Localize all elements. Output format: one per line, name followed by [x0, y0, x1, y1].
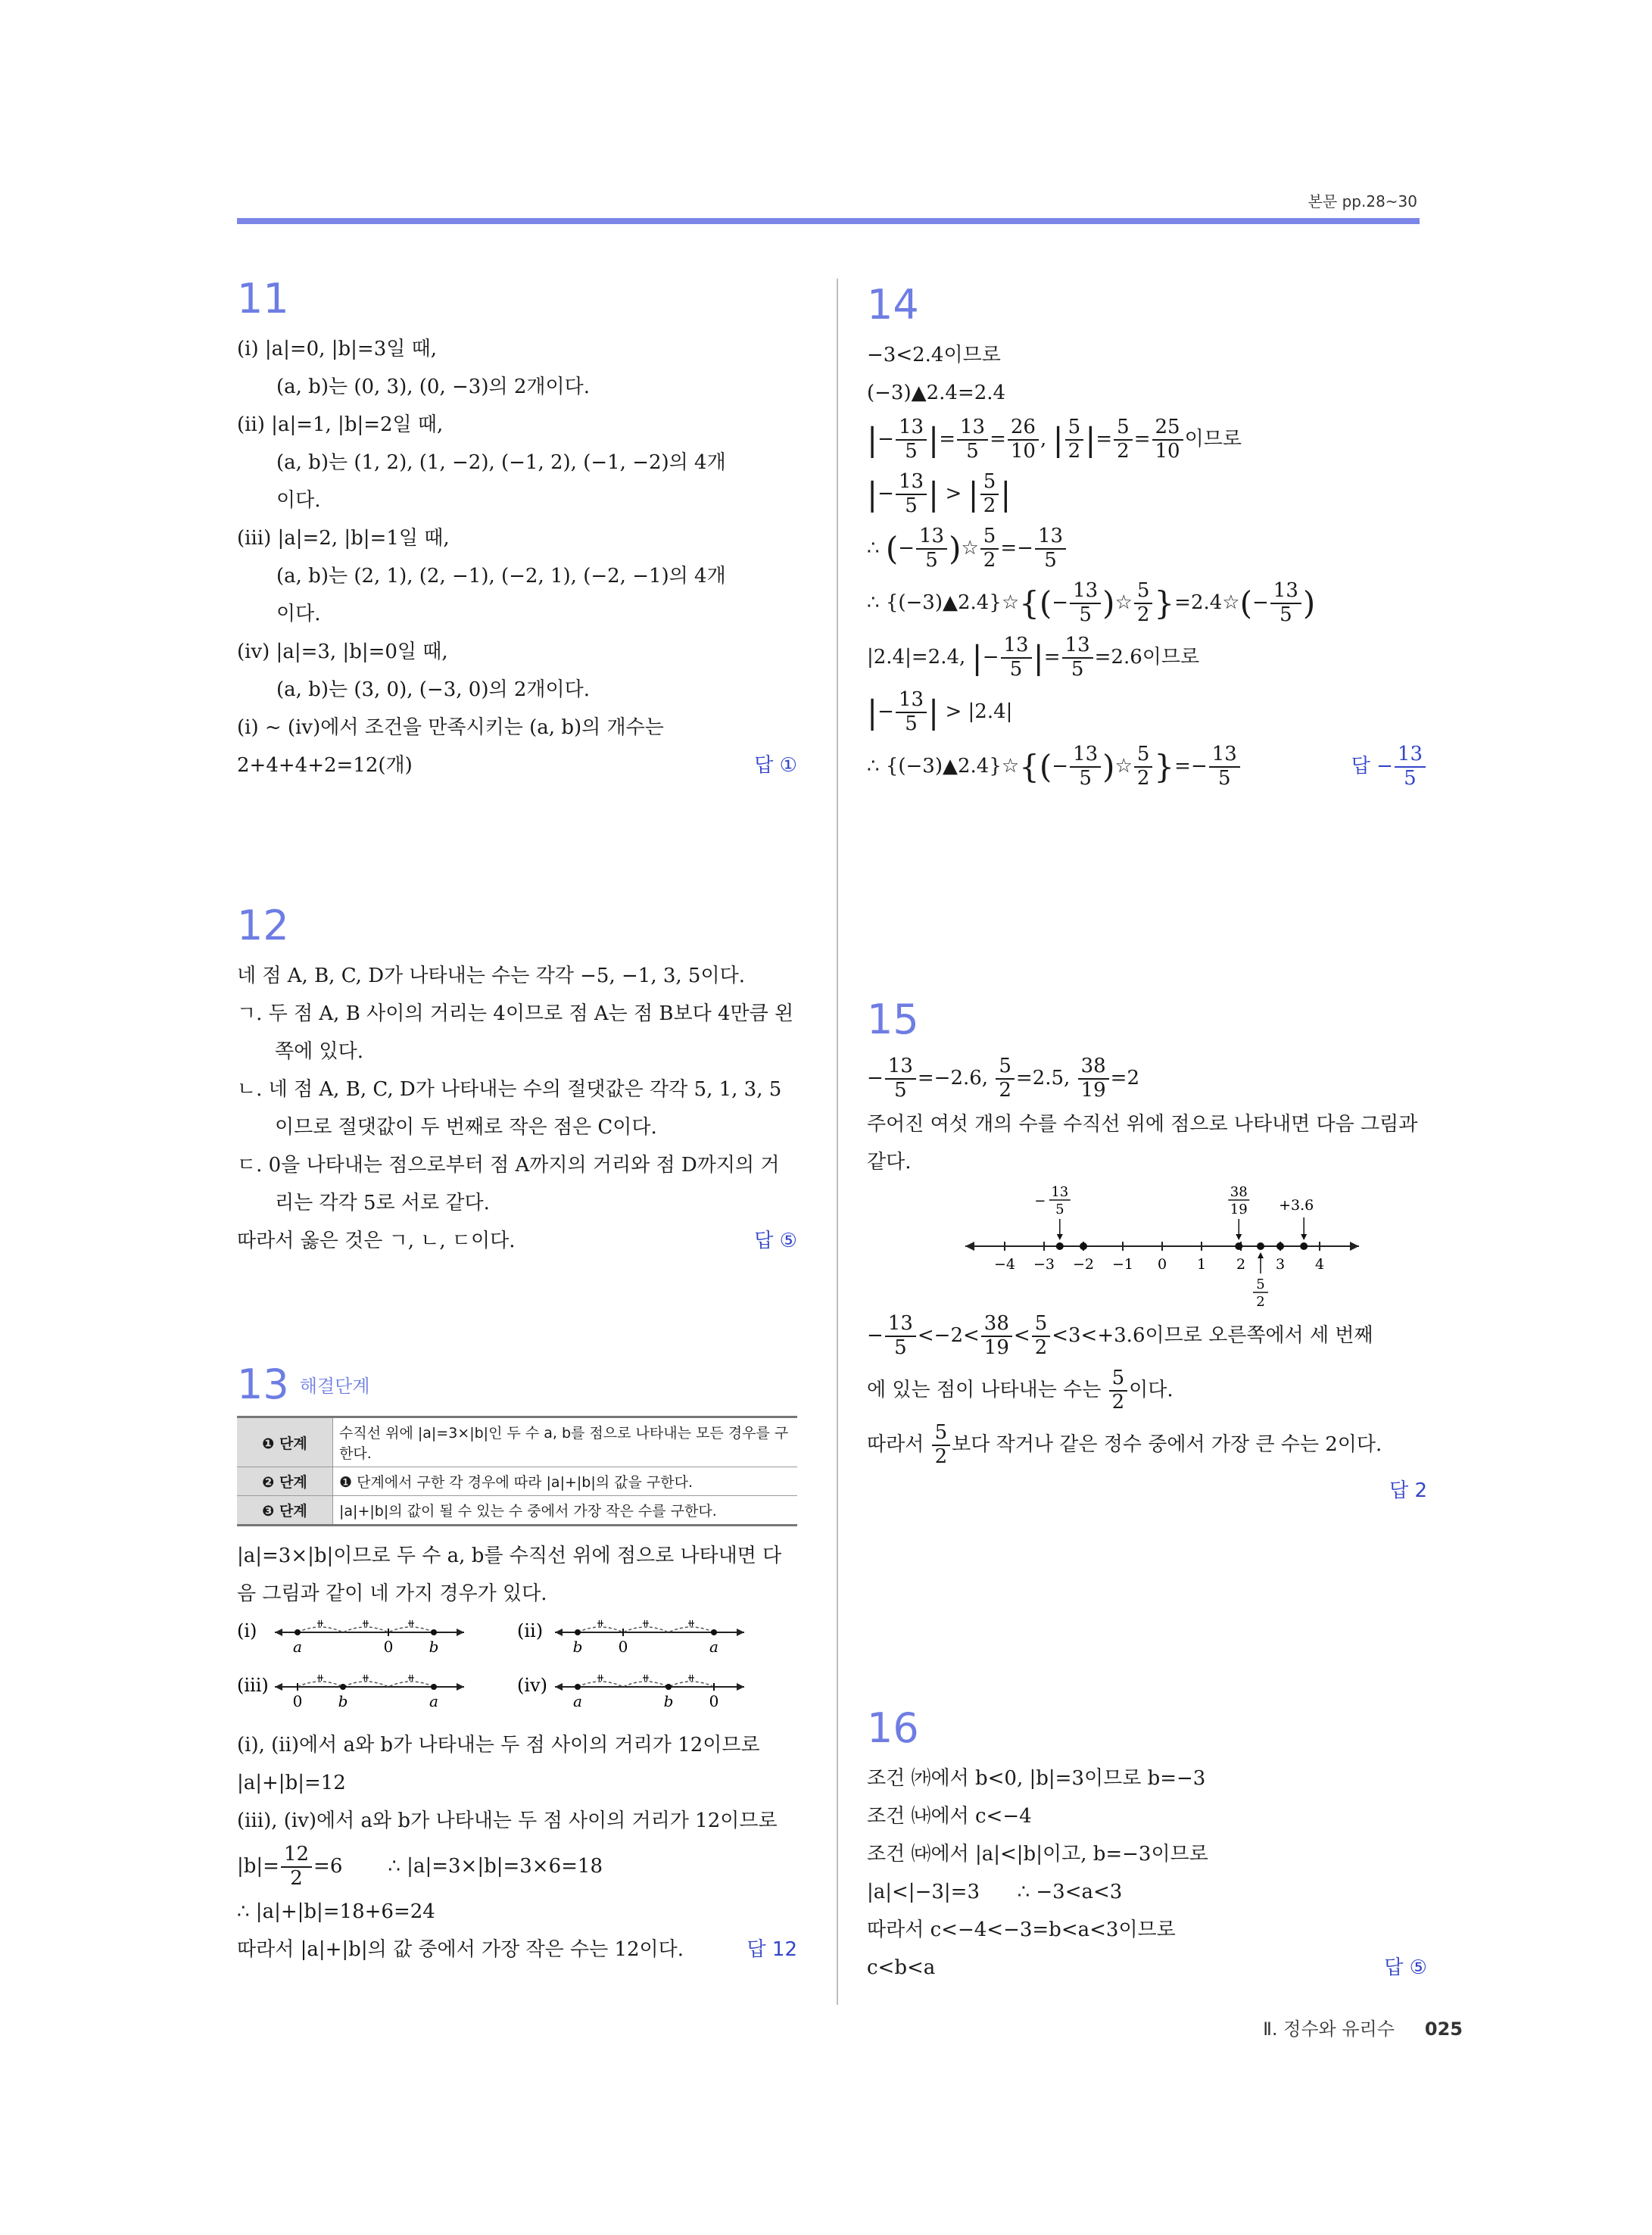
conclusion-text: 따라서 옳은 것은 ㄱ, ㄴ, ㄷ이다.	[237, 1230, 516, 1252]
problem-12	[237, 902, 797, 1260]
page-number: 025	[1424, 2018, 1463, 2040]
data-point	[1300, 1242, 1308, 1250]
fraction-denominator: 5	[1055, 1202, 1064, 1217]
point-label: a	[429, 1692, 438, 1710]
case-line: (a, b)는 (0, 3), (0, −3)의 2개이다.	[276, 376, 590, 398]
data-point	[1056, 1242, 1064, 1250]
case-line: (a, b)는 (2, 1), (2, −1), (−2, 1), (−2, −1)의 4개	[276, 565, 726, 588]
equal-tick: ⧺	[641, 1672, 650, 1684]
text-line: ∴ |a|+|b|=18+6=24	[237, 1900, 435, 1923]
choice-item: ㄷ. 0을 나타내는 점으로부터 점 A까지의 거리와 점 D까지의 거리는 각각 5로 서로 같다.	[237, 1154, 780, 1214]
eq-text: |b|=	[237, 1855, 279, 1878]
step-row	[237, 1496, 797, 1526]
page-footer	[1263, 2014, 1463, 2040]
choice-item: ㄴ. 네 점 A, B, C, D가 나타내는 수의 절댓값은 각각 5, 1, 3, 5이므로 절댓값이 두 번째로 작은 점은 C이다.	[237, 1078, 782, 1139]
choice-item: ㄱ. 두 점 A, B 사이의 거리는 4이므로 점 A는 점 B보다 4만큼 왼쪽에 있다.	[237, 1002, 794, 1063]
step-row	[237, 1417, 797, 1467]
case-line: (ⅳ) |a|=3, |b|=0일 때,	[237, 641, 448, 663]
equation-line: ∴ (− $\frac{13}{5}$ )☆ $\frac{5}{2}$ =− $\frac{13}{5}$	[867, 521, 1427, 575]
problem-number: 11	[237, 275, 289, 323]
case-tag: (ⅰ)	[237, 1620, 257, 1641]
case-line: (ⅰ) |a|=0, |b|=3일 때,	[237, 338, 437, 360]
equal-tick: ⧺	[687, 1618, 696, 1629]
fraction-numerator: 5	[1256, 1276, 1265, 1292]
step-row	[237, 1467, 797, 1496]
equal-tick: ⧺	[361, 1672, 370, 1684]
conclusion-line	[237, 1931, 797, 1968]
summary-line	[237, 747, 797, 784]
number-line-figure	[867, 1184, 1427, 1310]
number-line-cases	[237, 1616, 797, 1722]
equal-tick: ⧺	[361, 1618, 370, 1629]
text-line: 조건 ㈏에서 c<−4	[867, 1805, 1032, 1828]
text-line: |a|<|−3|=3 ∴ −3<a<3	[867, 1881, 1123, 1903]
answer: 답 − $\frac{13}{5}$	[1351, 739, 1427, 793]
case-ii-line	[517, 1618, 744, 1656]
problem-11	[237, 275, 797, 784]
conclusion-text: 따라서 |a|+|b|의 값 중에서 가장 작은 수는 12이다.	[237, 1938, 684, 1961]
pointer-arrowhead	[1301, 1234, 1307, 1240]
conclusion-text: c<b<a	[867, 1956, 936, 1979]
problem-15	[867, 996, 1427, 1510]
problem-13	[237, 1361, 797, 1968]
case-tag: (ⅳ)	[517, 1675, 547, 1696]
text-line: 따라서 c<−4<−3=b<a<3이므로	[867, 1919, 1176, 1941]
text-line: (ⅲ), (ⅳ)에서 a와 b가 나타내는 두 점 사이의 거리가 12이므로	[237, 1810, 778, 1832]
fraction-denominator: 2	[1256, 1294, 1265, 1310]
tick-label: −4	[993, 1256, 1016, 1273]
equation-line: |2.4|=2.4, |− $\frac{13}{5}$ |= $\frac{13}{5}$ =2.6이므로	[867, 634, 1200, 681]
problem-number: 15	[867, 996, 919, 1043]
value-label: +3.6	[1279, 1197, 1314, 1214]
step-text: |a|+|b|의 값이 될 수 있는 수 중에서 가장 작은 수를 구한다.	[333, 1496, 798, 1526]
equation-line: |− $\frac{13}{5}$ |= $\frac{13}{5}$ = $\frac{26}{10}$ , | $\frac{5}{2}$ |= $\frac{5}{2}$ = $\frac{25}{10}$ 이므로	[867, 416, 1242, 463]
step-label: ❸ 단계	[237, 1496, 333, 1526]
equal-tick: ⧺	[596, 1618, 605, 1629]
point-label: a	[709, 1638, 718, 1656]
summary-line: (ⅰ) ~ (ⅳ)에서 조건을 만족시키는 (a, b)의 개수는	[237, 716, 664, 739]
step-label: ❷ 단계	[237, 1467, 333, 1496]
fraction-numerator: 13	[1051, 1184, 1069, 1200]
equal-tick: ⧺	[407, 1618, 416, 1629]
point-label: 0	[709, 1692, 719, 1710]
answer: 답 2	[1389, 1479, 1427, 1502]
text-line: 조건 ㈎에서 b<0, |b|=3이므로 b=−3	[867, 1767, 1206, 1790]
problem-number: 14	[867, 281, 919, 329]
equation-line	[237, 1840, 797, 1893]
point-label: b	[338, 1692, 348, 1710]
header-rule	[237, 218, 1420, 224]
chapter-title: Ⅱ. 정수와 유리수	[1263, 2018, 1395, 2040]
tick-label: 2	[1236, 1256, 1246, 1273]
step-text: ❶ 단계에서 구한 각 경우에 따라 |a|+|b|의 값을 구한다.	[333, 1467, 798, 1496]
tick-label: 4	[1314, 1256, 1325, 1273]
data-point	[1235, 1242, 1242, 1250]
case-tag: (ⅲ)	[237, 1675, 269, 1696]
equal-tick: ⧺	[641, 1618, 650, 1629]
answer: 답 ⑤	[1384, 1956, 1427, 1979]
text-line: −3<2.4이므로	[867, 344, 1001, 366]
case-line: 이다.	[276, 603, 321, 625]
fraction-denominator: 19	[1230, 1202, 1248, 1217]
eq-text: ∴ |a|=3×|b|=3×6=18	[388, 1855, 603, 1878]
equal-tick: ⧺	[687, 1672, 696, 1684]
point-label: b	[572, 1638, 583, 1656]
equation-line: ∴ {(−3)▲2.4}☆{(− $\frac{13}{5}$ )☆ $\frac{5}{2}$ }=− $\frac{13}{5}$ 답 − $\frac{13}{5}$	[867, 739, 1427, 793]
point-label: 0	[383, 1638, 394, 1656]
case-line: (ⅲ) |a|=2, |b|=1일 때,	[237, 527, 450, 550]
minus-sign: −	[1034, 1193, 1046, 1209]
equal-tick: ⧺	[316, 1672, 325, 1684]
eq-text: =6	[313, 1855, 343, 1878]
case-line: (ⅱ) |a|=1, |b|=2일 때,	[237, 413, 444, 436]
text-line: 네 점 A, B, C, D가 나타내는 수는 각각 −5, −1, 3, 5이다.	[237, 965, 745, 987]
numerator: 12	[281, 1844, 312, 1868]
answer: 답 ①	[754, 754, 797, 777]
fraction	[281, 1844, 312, 1891]
solution-steps-table	[237, 1416, 797, 1526]
text-line: 주어진 여섯 개의 수를 수직선 위에 점으로 나타내면 다음 그림과 같다.	[867, 1113, 1418, 1174]
equal-tick: ⧺	[316, 1618, 325, 1629]
tick-label: −3	[1033, 1256, 1055, 1273]
answer: 답 ⑤	[754, 1230, 797, 1252]
problem-16	[867, 1704, 1427, 1987]
pointer-arrowhead	[1057, 1234, 1063, 1240]
tick-label: 3	[1275, 1256, 1286, 1273]
text-line: |a|+|b|=12	[237, 1772, 346, 1794]
point-label: 0	[618, 1638, 628, 1656]
conclusion-line	[237, 1222, 797, 1260]
tick-label: 1	[1196, 1256, 1207, 1273]
text-line: 조건 ㈐에서 |a|<|b|이고, b=−3이므로	[867, 1843, 1208, 1866]
equation-line: |− $\frac{13}{5}$ | > |2.4|	[867, 688, 1013, 735]
problem-number-text: 13	[237, 1361, 289, 1408]
tick-label: −1	[1111, 1256, 1134, 1273]
problem-14	[867, 281, 1427, 793]
case-iii-line	[237, 1672, 464, 1710]
case-i-line	[237, 1618, 464, 1656]
data-point	[1276, 1242, 1284, 1250]
case-line: 이다.	[276, 489, 321, 512]
step-label: ❶ 단계	[237, 1417, 333, 1467]
point-label: b	[663, 1692, 674, 1710]
fraction-numerator: 38	[1230, 1184, 1248, 1200]
denominator: 2	[290, 1867, 303, 1890]
case-tag: (ⅱ)	[517, 1620, 544, 1641]
point-label: a	[573, 1692, 582, 1710]
answer: 답 12	[747, 1938, 797, 1961]
data-point	[1257, 1242, 1264, 1250]
solution-steps-title: 해결단계	[299, 1376, 370, 1397]
equal-tick: ⧺	[596, 1672, 605, 1684]
equation-line: − $\frac{13}{5}$ =−2.6, $\frac{5}{2}$ =2.5, $\frac{38}{19}$ =2	[867, 1055, 1139, 1102]
page-reference: 본문 pp.28~30	[1308, 192, 1417, 210]
intro-text: |a|=3×|b|이므로 두 수 a, b를 수직선 위에 점으로 나타내면 다음 그림과 같이 네 가지 경우가 있다.	[237, 1545, 782, 1605]
problem-number: 12	[237, 902, 289, 949]
pointer-arrowhead	[1236, 1234, 1242, 1240]
problem-number	[237, 1361, 797, 1408]
case-line: (a, b)는 (3, 0), (−3, 0)의 2개이다.	[276, 678, 590, 701]
case-iv-line	[517, 1672, 744, 1710]
count-equation: 2+4+4+2=12(개)	[237, 754, 413, 777]
point-label: b	[429, 1638, 439, 1656]
tick-label: −2	[1072, 1256, 1095, 1273]
conclusion-line	[867, 1949, 1427, 1987]
pointer-arrowhead	[1258, 1252, 1264, 1258]
column-divider	[837, 279, 838, 2005]
equal-tick: ⧺	[407, 1672, 416, 1684]
problem-number: 16	[867, 1704, 919, 1752]
text-line: (−3)▲2.4=2.4	[867, 382, 1006, 404]
case-line: (a, b)는 (1, 2), (1, −2), (−1, 2), (−1, −2)의 4개	[276, 451, 726, 474]
text-line: 따라서 $\frac{5}{2}$ 보다 작거나 같은 정수 중에서 가장 큰 수는 2이다.	[867, 1421, 1382, 1468]
point-label: 0	[292, 1692, 303, 1710]
text-line: 에 있는 점이 나타내는 수는 $\frac{5}{2}$ 이다.	[867, 1367, 1174, 1414]
text-line: (ⅰ), (ⅱ)에서 a와 b가 나타내는 두 점 사이의 거리가 12이므로	[237, 1734, 760, 1757]
point-label: a	[293, 1638, 302, 1656]
data-point	[1080, 1242, 1087, 1250]
tick-label: 0	[1157, 1256, 1167, 1273]
equation-line: |− $\frac{13}{5}$ | > | $\frac{5}{2}$ |	[867, 470, 1011, 517]
inequality-line: − $\frac{13}{5}$ <−2< $\frac{38}{19}$ < $\frac{5}{2}$ <3<+3.6이므로 오른쪽에서 세 번째	[867, 1312, 1373, 1359]
step-text: 수직선 위에 |a|=3×|b|인 두 수 a, b를 점으로 나타내는 모든 경우를 구한다.	[333, 1417, 798, 1467]
equation-line: ∴ {(−3)▲2.4}☆{(− $\frac{13}{5}$ )☆ $\frac{5}{2}$ }=2.4☆(− $\frac{13}{5}$ )	[867, 579, 1316, 626]
